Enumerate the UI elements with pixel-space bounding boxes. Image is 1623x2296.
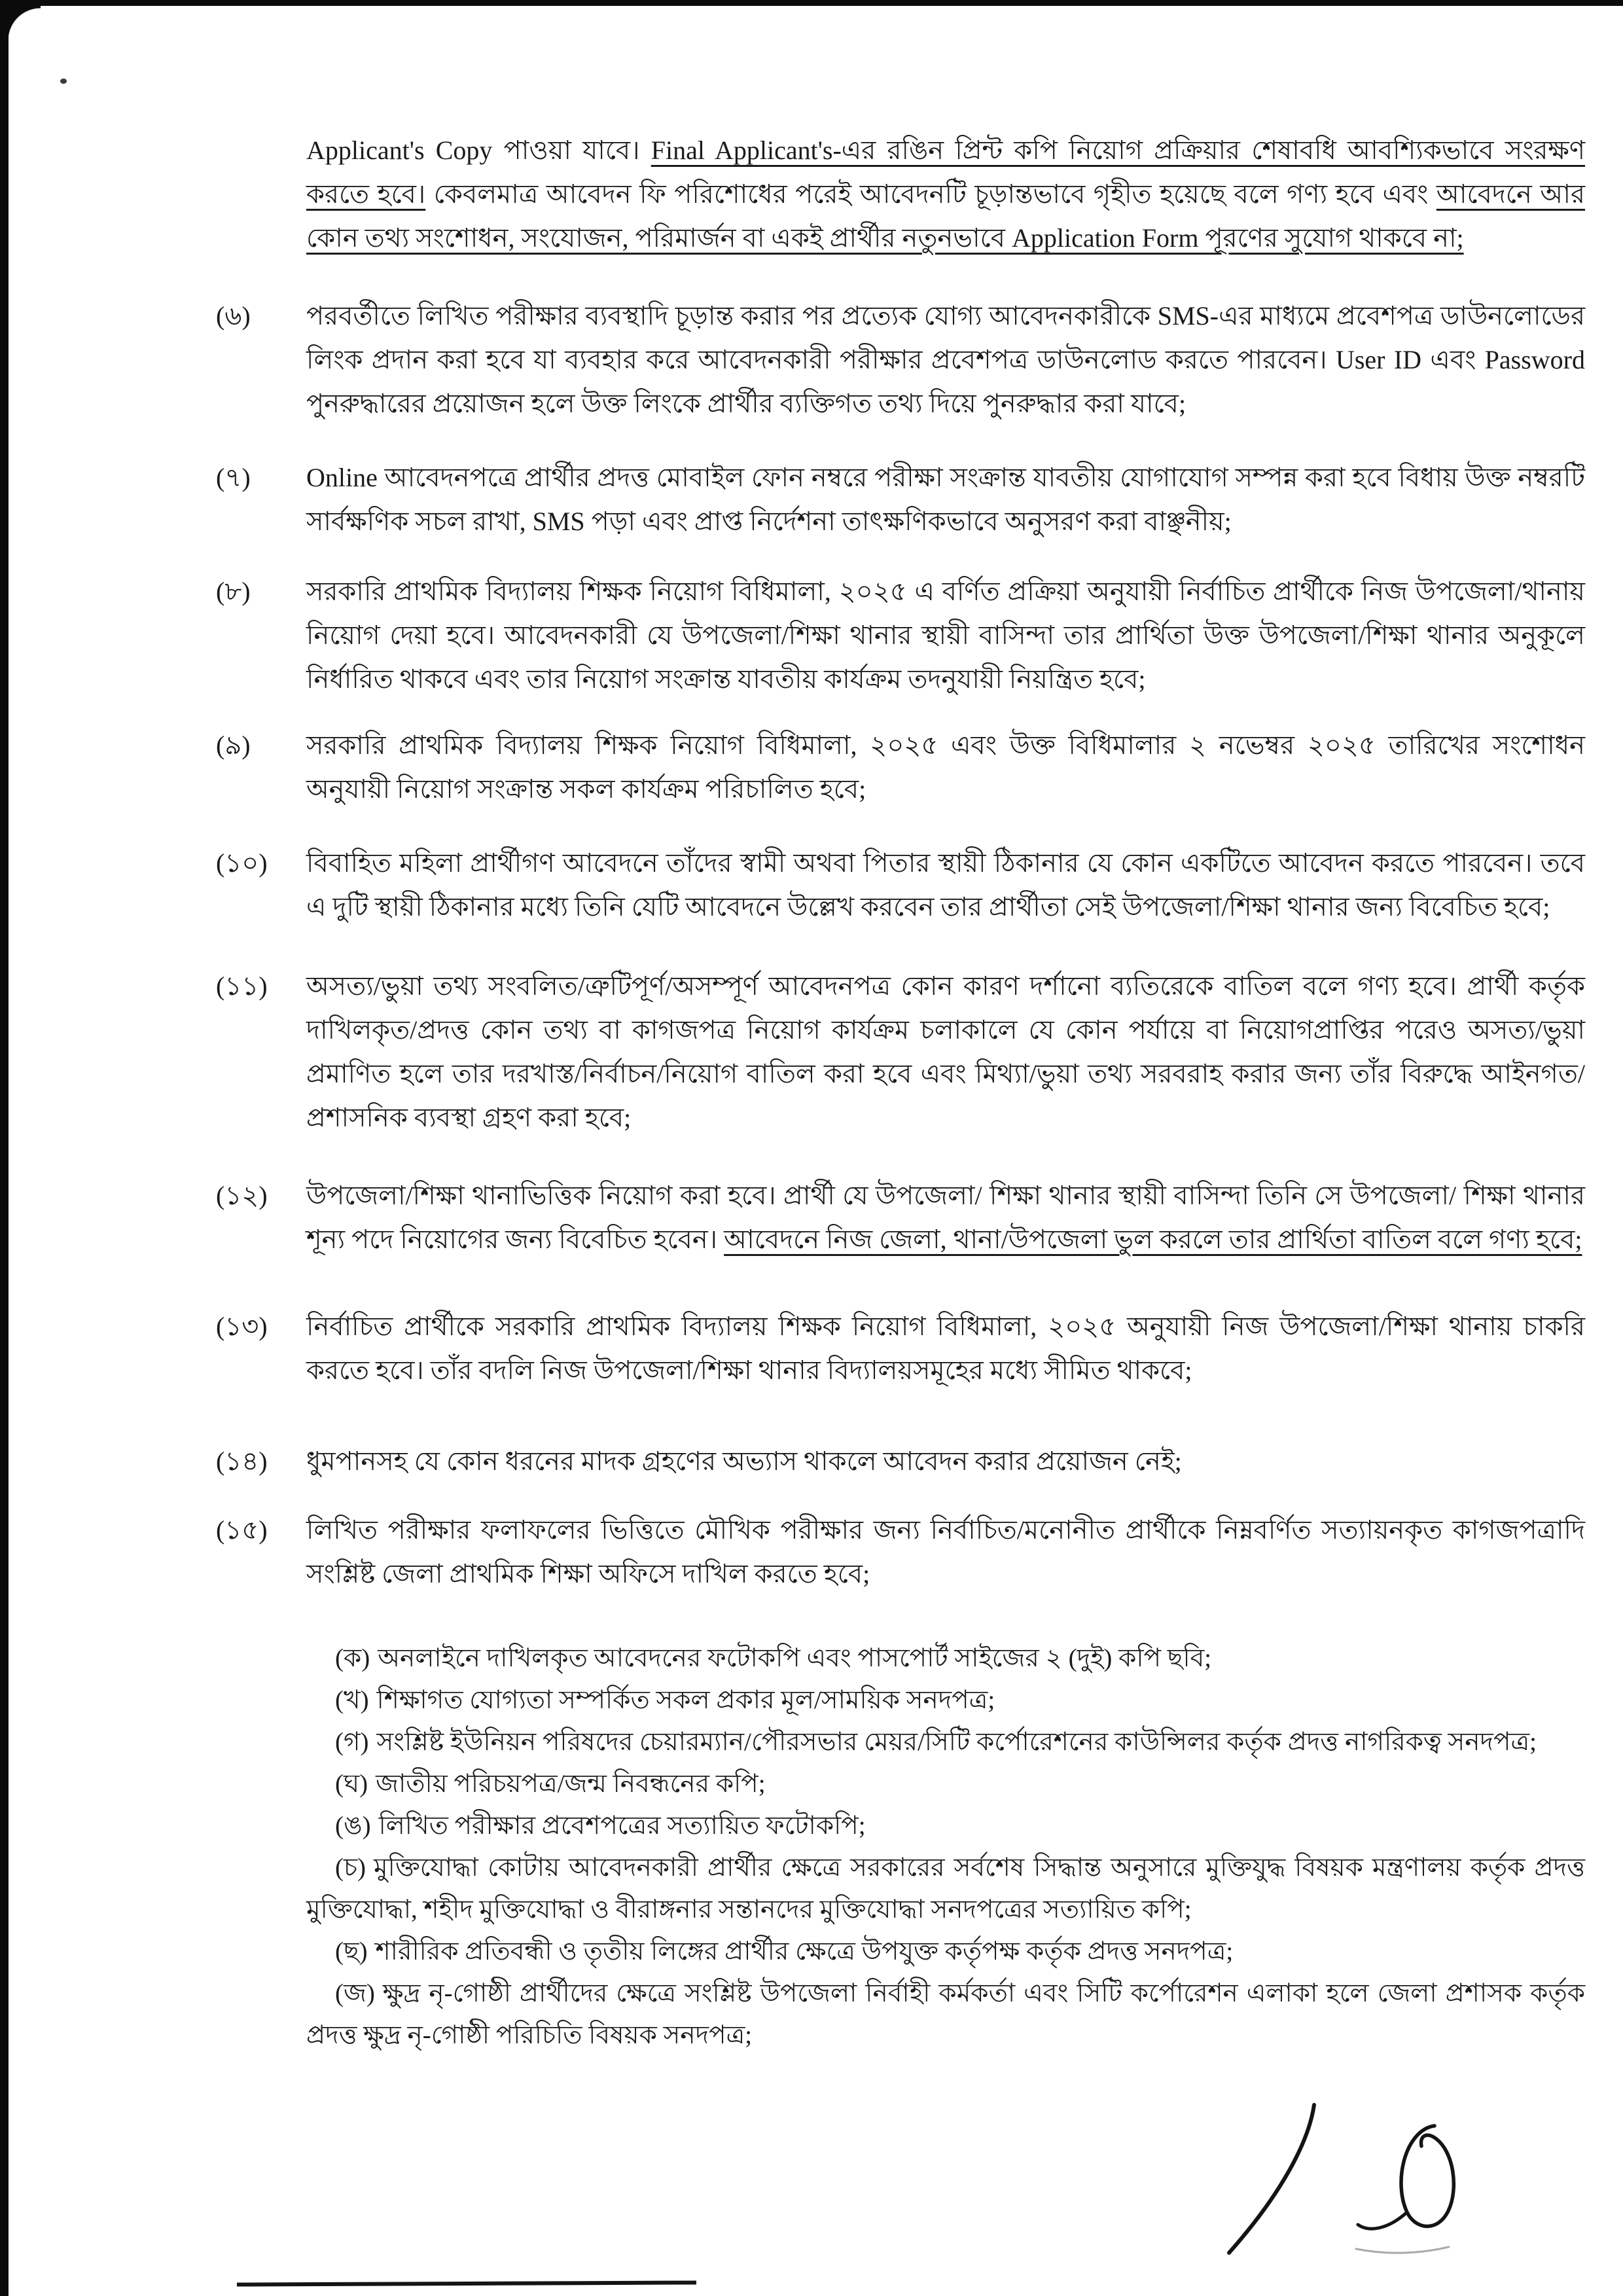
intro-text: কেবলমাত্র আবেদন ফি পরিশোধের পরেই আবেদনটি চূড়ান্তভাবে গৃহীত হয়েছে বলে গণ্য হবে এবং bbox=[425, 179, 1436, 209]
list-item-10 bbox=[216, 841, 1585, 929]
sub-list-item bbox=[306, 1763, 1585, 1805]
list-item-14 bbox=[216, 1439, 1585, 1483]
item-text: বিবাহিত মহিলা প্রার্থীগণ আবেদনে তাঁদের স্বামী অথবা পিতার স্থায়ী ঠিকানার যে কোন একটিতে আবেদন করতে পারবেন। তবে এ দুটি স্থায়ী ঠিকানার মধ্যে তিনি যেটি আবেদনে উল্লেখ করবেন তার প্রার্থীতা সেই উপজেলা/শিক্ষা থানার জন্য বিবেচিত হবে; bbox=[306, 848, 1585, 922]
item-text: পরবর্তীতে লিখিত পরীক্ষার ব্যবস্থাদি চূড়ান্ত করার পর প্রত্যেক যোগ্য আবেদনকারীকে SMS-এর মাধ্যমে প্রবেশপত্র ডাউনলোডের লিংক প্রদান করা হবে যা ব্যবহার করে আবেদনকারী পরীক্ষার প্রবেশপত্র ডাউনলোড করতে পারবেন। User ID এবং Password পুনরুদ্ধারের প্রয়োজন হলে উক্ত লিংকে প্রার্থীর ব্যক্তিগত তথ্য দিয়ে পুনরুদ্ধার করা যাবে; bbox=[306, 301, 1585, 418]
sub-item-text: ক্ষুদ্র নৃ-গোষ্ঠী প্রার্থীদের ক্ষেত্রে সংশ্লিষ্ট উপজেলা নির্বাহী কর্মকর্তা এবং সিটি কর্পোরেশন এলাকা হলে জেলা প্রশাসক কর্তৃক প্রদত্ত ক্ষুদ্র নৃ-গোষ্ঠী পরিচিতি বিষয়ক সনদপত্র; bbox=[306, 1979, 1585, 2049]
sub-list-item bbox=[306, 1805, 1585, 1847]
list-item-13 bbox=[216, 1304, 1585, 1392]
item-number: (১৩) bbox=[216, 1312, 268, 1341]
scan-border-bottom-segment bbox=[237, 2280, 696, 2286]
sub-item-number: (জ) bbox=[335, 1979, 375, 2007]
required-documents-sublist bbox=[306, 1638, 1585, 2056]
sub-list-item bbox=[306, 1847, 1585, 1931]
list-item-9 bbox=[216, 723, 1585, 811]
sub-list-item bbox=[306, 1973, 1585, 2056]
item-text: Online আবেদনপত্রে প্রার্থীর প্রদত্ত মোবাইল ফোন নম্বরে পরীক্ষা সংক্রান্ত যাবতীয় যোগাযোগ সম্পন্ন করা হবে বিধায় উক্ত নম্বরটি সার্বক্ষণিক সচল রাখা, SMS পড়া এবং প্রাপ্ত নির্দেশনা তাৎক্ষণিকভাবে অনুসরণ করা বাঞ্ছনীয়; bbox=[306, 463, 1585, 536]
sub-item-text: অনলাইনে দাখিলকৃত আবেদনের ফটোকপি এবং পাসপোর্ট সাইজের ২ (দুই) কপি ছবি; bbox=[378, 1644, 1212, 1672]
sub-item-number: (ক) bbox=[335, 1644, 370, 1672]
sub-item-number: (খ) bbox=[335, 1685, 369, 1714]
item-number: (১২) bbox=[216, 1181, 268, 1210]
sub-list-item bbox=[306, 1931, 1585, 1973]
sub-item-text: মুক্তিযোদ্ধা কোটায় আবেদনকারী প্রার্থীর ক্ষেত্রে সরকারের সর্বশেষ সিদ্ধান্ত অনুসারে মুক্তিযুদ্ধ বিষয়ক মন্ত্রণালয় কর্তৃক প্রদত্ত মুক্তিযোদ্ধা, শহীদ মুক্তিযোদ্ধা ও বীরাঙ্গনার সন্তানদের মুক্তিযোদ্ধা সনদপত্রের সত্যায়িত কপি; bbox=[306, 1853, 1585, 1924]
item-text: নির্বাচিত প্রার্থীকে সরকারি প্রাথমিক বিদ্যালয় শিক্ষক নিয়োগ বিধিমালা, ২০২৫ অনুযায়ী নিজ উপজেলা/শিক্ষা থানায় চাকরি করতে হবে। তাঁর বদলি নিজ উপজেলা/শিক্ষা থানার বিদ্যালয়সমূহের মধ্যে সীমিত থাকবে; bbox=[306, 1312, 1585, 1385]
item-text: অসত্য/ভুয়া তথ্য সংবলিত/ত্রুটিপূর্ণ/অসম্পূর্ণ আবেদনপত্র কোন কারণ দর্শানো ব্যতিরেকে বাতিল বলে গণ্য হবে। প্রার্থী কর্তৃক দাখিলকৃত/প্রদত্ত কোন তথ্য বা কাগজপত্র নিয়োগ কার্যক্রম চলাকালে যে কোন পর্যায়ে বা নিয়োগপ্রাপ্তির পরেও অসত্য/ভুয়া প্রমাণিত হলে তার দরখাস্ত/নির্বাচন/নিয়োগ বাতিল করা হবে এবং মিথ্যা/ভুয়া তথ্য সরবরাহ করার জন্য তাঁর বিরুদ্ধে আইনগত/প্রশাসনিক ব্যবস্থা গ্রহণ করা হবে; bbox=[306, 971, 1585, 1132]
intro-text: Applicant's Copy পাওয়া যাবে। bbox=[306, 135, 651, 165]
item-number: (৯) bbox=[216, 730, 251, 760]
sub-item-number: (ঙ) bbox=[335, 1811, 371, 1840]
item-number: (৭) bbox=[216, 463, 251, 492]
intro-underlined-text: Final Applicant's-এর রঙিন প্রিন্ট কপি নিয়োগ প্রক্রিয়ার শেষাবধি আবশ্যিকভাবে সংরক্ষণ করতে হবে। bbox=[306, 135, 1586, 209]
sub-item-number: (চ) bbox=[335, 1853, 366, 1882]
list-item-7 bbox=[216, 456, 1585, 543]
item-text-plain: উপজেলা/শিক্ষা থানাভিত্তিক নিয়োগ করা হবে। প্রার্থী যে উপজেলা/ শিক্ষা থানার স্থায়ী বাসিন্দা তিনি সে উপজেলা/ শিক্ষা থানার শূন্য পদে নিয়োগের জন্য বিবেচিত হবেন। bbox=[306, 1181, 1585, 1254]
item-text: সরকারি প্রাথমিক বিদ্যালয় শিক্ষক নিয়োগ বিধিমালা, ২০২৫ এ বর্ণিত প্রক্রিয়া অনুযায়ী নির্বাচিত প্রার্থীকে নিজ উপজেলা/থানায় নিয়োগ দেয়া হবে। আবেদনকারী যে উপজেলা/শিক্ষা থানার স্থায়ী বাসিন্দা তার প্রার্থিতা উক্ত উপজেলা/শিক্ষা থানার অনুকূলে নির্ধারিত থাকবে এবং তার নিয়োগ সংক্রান্ত যাবতীয় কার্যক্রম তদনুযায়ী নিয়ন্ত্রিত হবে; bbox=[306, 577, 1585, 694]
item-number: (১০) bbox=[216, 848, 268, 878]
sub-list-item bbox=[306, 1679, 1585, 1721]
intro-underlined-text: আবেদনে আর কোন তথ্য সংশোধন, সংযোজন, পরিমার্জন বা একই প্রার্থীর নতুনভাবে Application Form পূরণের সুযোগ থাকবে না; bbox=[306, 179, 1586, 253]
sub-list-item bbox=[306, 1638, 1585, 1679]
list-item-8 bbox=[216, 569, 1585, 701]
item-text bbox=[306, 1174, 1585, 1261]
intro-paragraph bbox=[306, 128, 1585, 260]
sub-item-number: (ছ) bbox=[335, 1937, 368, 1965]
sub-item-text: শিক্ষাগত যোগ্যতা সম্পর্কিত সকল প্রকার মূল/সাময়িক সনদপত্র; bbox=[376, 1685, 995, 1714]
item-number: (৬) bbox=[216, 301, 251, 331]
item-number: (৮) bbox=[216, 577, 251, 606]
item-number: (১১) bbox=[216, 971, 268, 1001]
sub-item-number: (ঘ) bbox=[335, 1769, 368, 1798]
sub-item-text: শারীরিক প্রতিবন্ধী ও তৃতীয় লিঙ্গের প্রার্থীর ক্ষেত্রে উপযুক্ত কর্তৃপক্ষ কর্তৃক প্রদত্ত সনদপত্র; bbox=[375, 1937, 1234, 1965]
item-number: (১৪) bbox=[216, 1446, 268, 1476]
list-item-11 bbox=[216, 964, 1585, 1139]
sub-item-text: জাতীয় পরিচয়পত্র/জন্ম নিবন্ধনের কপি; bbox=[376, 1769, 766, 1798]
item-text: ধুমপানসহ যে কোন ধরনের মাদক গ্রহণের অভ্যাস থাকলে আবেদন করার প্রয়োজন নেই; bbox=[306, 1446, 1182, 1476]
sub-list-item bbox=[306, 1721, 1585, 1763]
list-item-6 bbox=[216, 294, 1585, 425]
list-item-12 bbox=[216, 1174, 1585, 1261]
sub-item-text: সংশ্লিষ্ট ইউনিয়ন পরিষদের চেয়ারম্যান/পৌরসভার মেয়র/সিটি কর্পোরেশনের কাউন্সিলর কর্তৃক প্রদত্ত নাগরিকত্ব সনদপত্র; bbox=[376, 1727, 1537, 1756]
item-text-underlined: আবেদনে নিজ জেলা, থানা/উপজেলা ভুল করলে তার প্রার্থিতা বাতিল বলে গণ্য হবে; bbox=[724, 1225, 1582, 1254]
sub-item-number: (গ) bbox=[335, 1727, 369, 1756]
sub-item-text: লিখিত পরীক্ষার প্রবেশপত্রের সত্যায়িত ফটোকপি; bbox=[378, 1811, 866, 1840]
list-item-15 bbox=[216, 1508, 1585, 1596]
item-text: সরকারি প্রাথমিক বিদ্যালয় শিক্ষক নিয়োগ বিধিমালা, ২০২৫ এবং উক্ত বিধিমালার ২ নভেম্বর ২০২৫ তারিখের সংশোধন অনুযায়ী নিয়োগ সংক্রান্ত সকল কার্যক্রম পরিচালিত হবে; bbox=[306, 730, 1585, 804]
signature-icon bbox=[1204, 2101, 1479, 2258]
item-text: লিখিত পরীক্ষার ফলাফলের ভিত্তিতে মৌখিক পরীক্ষার জন্য নির্বাচিত/মনোনীত প্রার্থীকে নিম্নবর্ণিত সত্যায়নকৃত কাগজপত্রাদি সংশ্লিষ্ট জেলা প্রাথমিক শিক্ষা অফিসে দাখিল করতে হবে; bbox=[306, 1515, 1585, 1588]
item-number: (১৫) bbox=[216, 1515, 268, 1545]
